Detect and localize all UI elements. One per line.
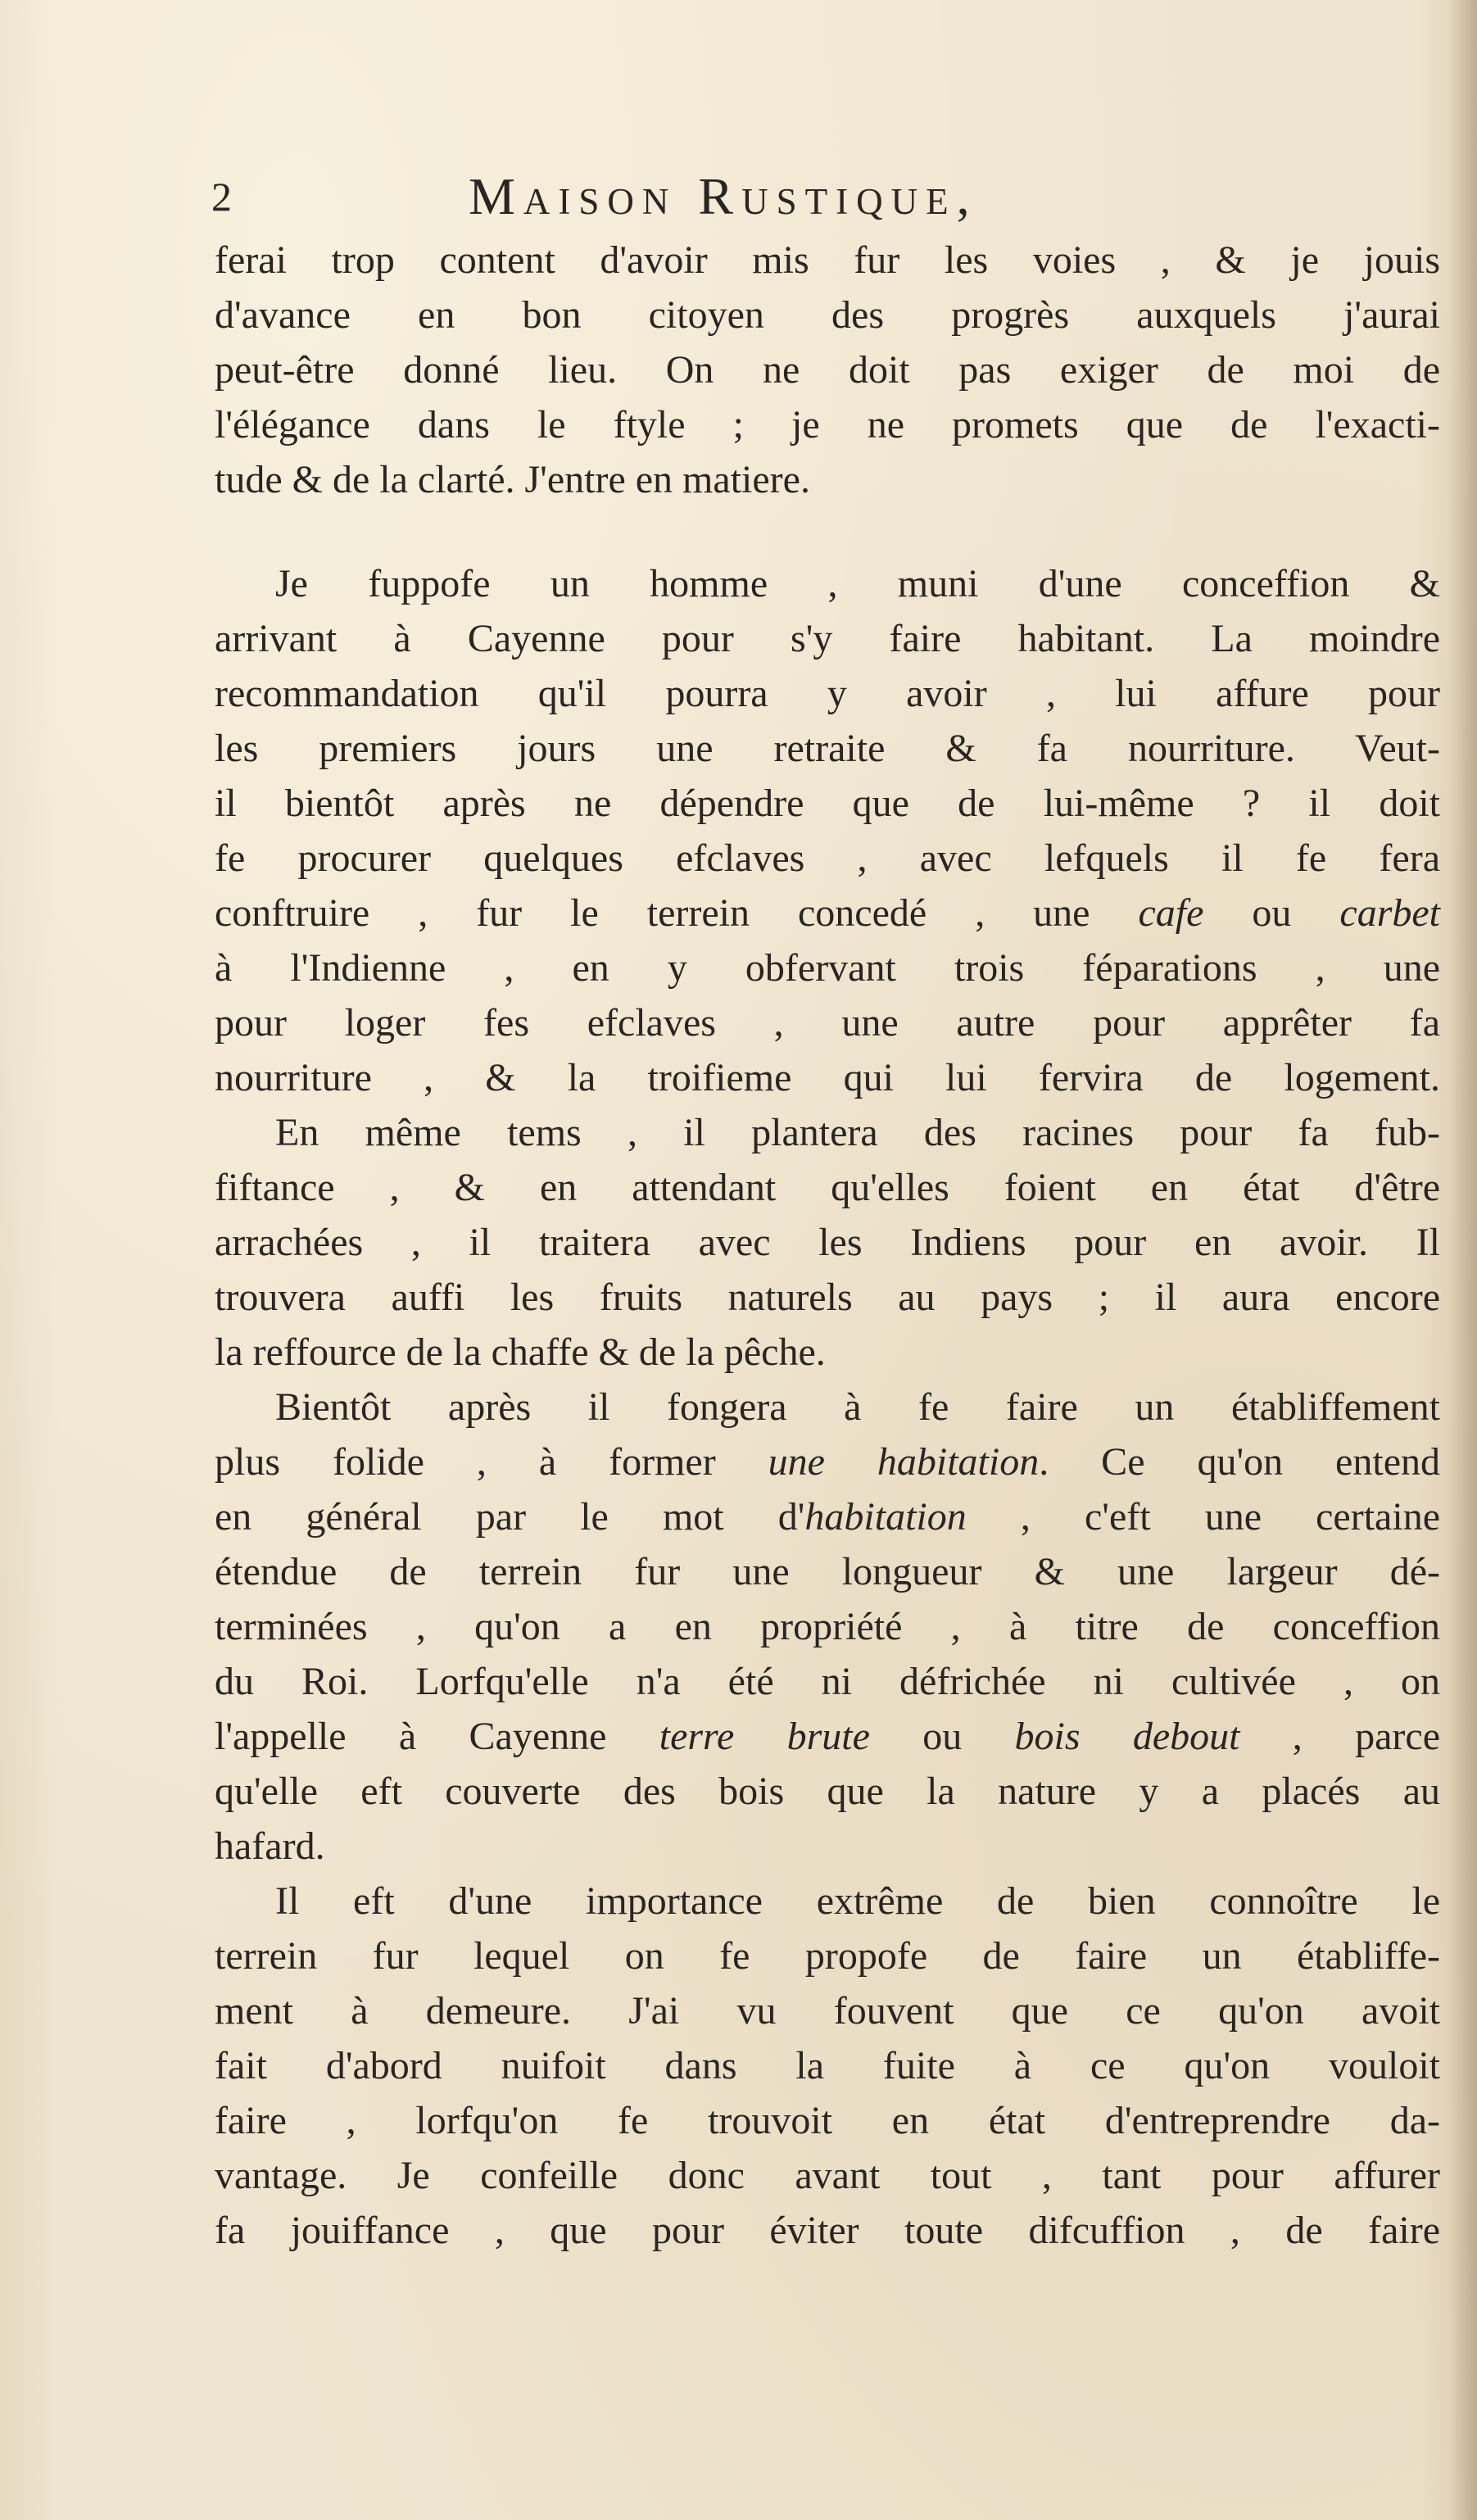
text-line: d'avance en bon citoyen des progrès auxquels j'aurai [215,293,1440,337]
text-line: fiftance , & en attendant qu'elles foient en état d'être [215,1166,1440,1209]
text-line: pour loger fes efclaves , une autre pour apprêter fa [215,1001,1440,1045]
paragraph-5 [215,1874,1440,2258]
italic-term: carbet [1339,891,1441,935]
text-line: arrivant à Cayenne pour s'y faire habitant. La moindre [215,617,1440,660]
text-line: faire , lorfqu'on fe trouvoit en état d'entreprendre da- [215,2099,1440,2142]
italic-term: une habitation [768,1440,1040,1484]
page-number: 2 [211,174,232,220]
text-line: la reffource de la chaffe & de la pêche. [215,1330,826,1374]
text-line: conftruire , fur le terrein concedé , une cafe ou carbet [215,891,1441,935]
text-line: ment à demeure. J'ai vu fouvent que ce qu'on avoit [215,1989,1440,2033]
text-line: qu'elle eft couverte des bois que la nature y a placés au [215,1770,1440,1813]
text-line: Je fuppofe un homme , muni d'une conceffion & [275,562,1440,605]
text-line: l'élégance dans le ftyle ; je ne promets que de l'exacti- [215,403,1440,446]
text-line: du Roi. Lorfqu'elle n'a été ni défrichée ni cultivée , on [215,1660,1440,1703]
text-line: vantage. Je confeille donc avant tout , tant pour affurer [215,2154,1440,2197]
text-line: les premiers jours une retraite & fa nourriture. Veut- [215,727,1440,770]
text-line: fait d'abord nuifoit dans la fuite à ce qu'on vouloit [215,2044,1440,2087]
paragraph-gap [215,507,1440,556]
italic-term: terre brute [659,1715,870,1758]
paragraph-3 [215,1105,1440,1380]
text-line: en général par le mot d'habitation , c'eft une certaine [215,1495,1440,1539]
paragraph-1 [215,233,1440,507]
text-line: recommandation qu'il pourra y avoir , lui affure pour [215,672,1440,715]
running-header [211,161,1440,234]
text-line: terminées , qu'on a en propriété , à titre de conceffion [215,1605,1440,1648]
text-line: terrein fur lequel on fe propofe de faire un établiffe- [215,1934,1440,1978]
page-edge-shadow [1449,0,1477,2520]
text-line: peut-être donné lieu. On ne doit pas exiger de moi de [215,348,1440,392]
text-line: plus folide , à former une habitation. Ce qu'on entend [215,1440,1440,1484]
text-line: ferai trop content d'avoir mis fur les voies , & je jouis [215,238,1440,282]
text-line: nourriture , & la troifieme qui lui fervira de logement. [215,1056,1440,1099]
text-line: tude & de la clarté. J'entre en matiere. [215,458,810,501]
text-line: Bientôt après il fongera à fe faire un établiffement [275,1385,1440,1429]
italic-term: cafe [1138,891,1204,935]
running-title: Maison Rustique, [469,167,978,225]
text-line: fa jouiffance , que pour éviter toute difcuffion , de faire [215,2209,1440,2252]
text-line: fe procurer quelques efclaves , avec lefquels il fe fera [215,836,1440,880]
text-line: Il eft d'une importance extrême de bien connoître le [275,1879,1440,1923]
text-line: à l'Indienne , en y obfervant trois féparations , une [215,946,1440,990]
italic-term: bois debout [1014,1715,1240,1758]
text-line: trouvera auffi les fruits naturels au pays ; il aura encore [215,1276,1440,1319]
text-line: arrachées , il traitera avec les Indiens pour en avoir. Il [215,1221,1440,1264]
text-line: l'appelle à Cayenne terre brute ou bois debout , parce [215,1715,1441,1758]
body-text [215,233,1440,2258]
text-line: étendue de terrein fur une longueur & une largeur dé- [215,1550,1440,1593]
text-line: hafard. [215,1824,325,1868]
paragraph-4 [215,1380,1440,1874]
text-line: En même tems , il plantera des racines pour fa fub- [275,1111,1440,1154]
text-line: il bientôt après ne dépendre que de lui-même ? il doit [215,782,1440,825]
paragraph-2 [215,556,1440,1105]
italic-term: habitation [804,1495,967,1539]
